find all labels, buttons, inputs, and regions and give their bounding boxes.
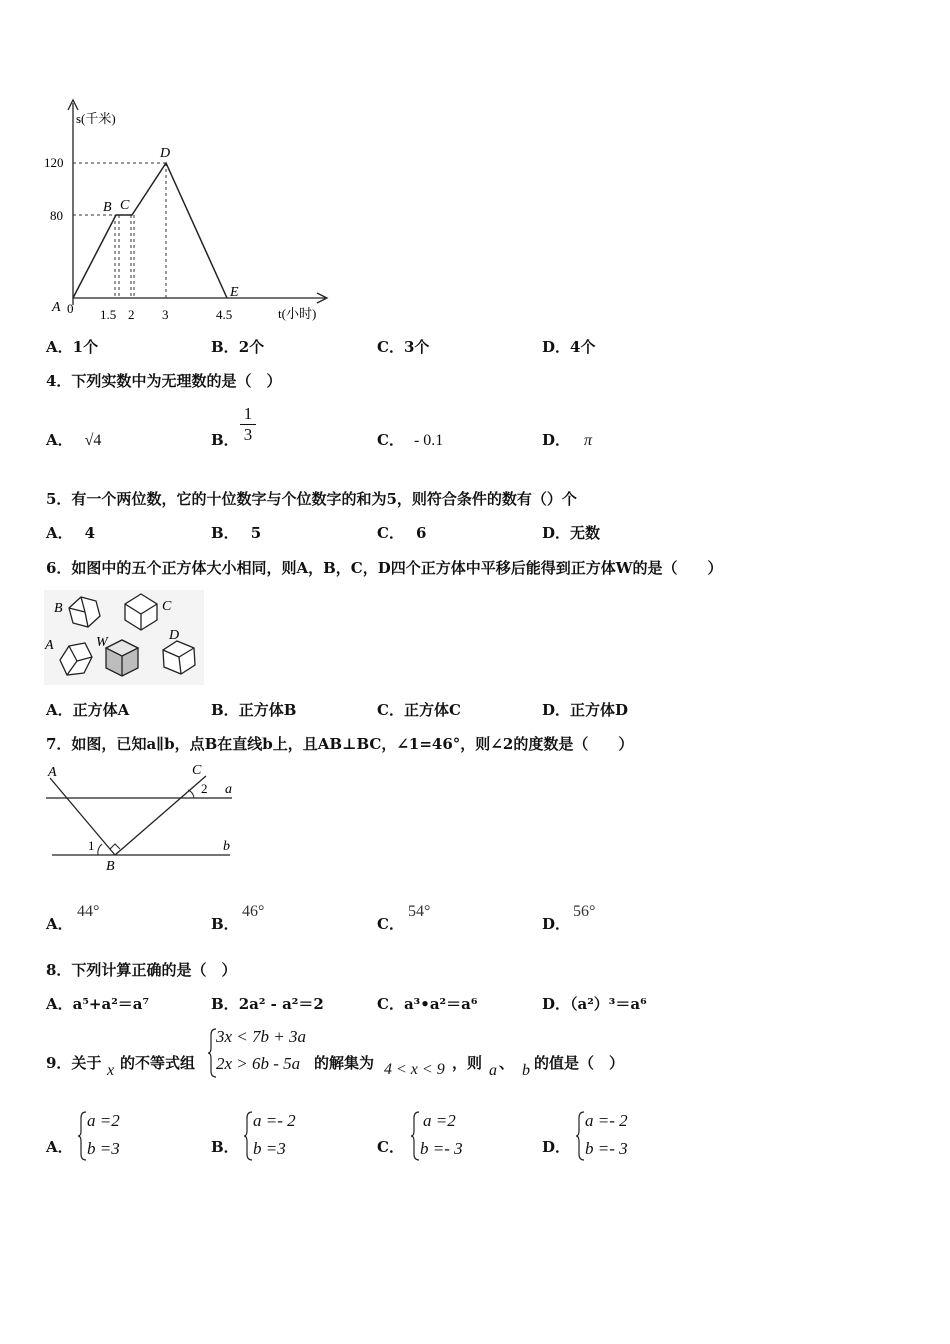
q4-option-a[interactable]: A． √4	[46, 431, 102, 449]
q9-option-c-system: a =2 b =- 3	[411, 1110, 491, 1165]
cubes-figure	[44, 590, 204, 685]
q3-option-a[interactable]: A．1个	[46, 338, 99, 356]
svg-text:D: D	[169, 628, 180, 643]
q6-stem: 6．如图中的五个正方体大小相同，则A，B，C，D四个正方体中平移后能得到正方体W的是（ ）	[46, 559, 723, 577]
angle-1-arc	[98, 844, 102, 855]
q7-option-a[interactable]: A．	[46, 915, 73, 933]
q9-stem-mid3: ，则	[452, 1054, 483, 1072]
svg-text:C: C	[192, 763, 202, 778]
q9-option-a[interactable]: A．	[46, 1138, 73, 1156]
q8-option-a[interactable]: A．a⁵+a²＝a⁷	[46, 995, 150, 1013]
distance-time-graph	[40, 95, 340, 330]
q5-option-a[interactable]: A． 4	[46, 524, 96, 542]
point-B: B	[103, 200, 112, 215]
svg-text:a: a	[225, 782, 232, 797]
q8-option-d[interactable]: D．（a²）³＝a⁶	[542, 995, 647, 1013]
q8-option-b[interactable]: B．2a² - a²＝2	[211, 995, 324, 1013]
q8-stem: 8．下列计算正确的是（ ）	[46, 961, 237, 979]
parallel-lines-figure	[44, 760, 244, 875]
q4-option-c[interactable]: C． - 0.1	[377, 431, 444, 449]
y-axis-label: s(千米)	[76, 111, 116, 126]
q9-option-c[interactable]: C．	[377, 1138, 404, 1156]
q5-option-d[interactable]: D．无数	[542, 524, 601, 542]
q7-option-a-value: 44°	[77, 903, 100, 920]
q9-option-a-system: a =2 b =3	[78, 1110, 158, 1165]
x-tick-4.5: 4.5	[216, 307, 233, 322]
q9-stem-mid: 的不等式组	[120, 1054, 196, 1072]
q3-option-d[interactable]: D．4个	[542, 338, 596, 356]
q9-option-b[interactable]: B．	[211, 1138, 239, 1156]
q5-stem: 5．有一个两位数，它的十位数字与个位数字的和为5，则符合条件的数有（）个	[46, 490, 577, 508]
q9-stem-prefix: 9．关于	[46, 1054, 102, 1072]
right-angle-mark	[110, 844, 120, 849]
point-D: D	[160, 146, 171, 161]
svg-text:B: B	[106, 859, 115, 874]
q9-option-d-system: a =- 2 b =- 3	[576, 1110, 656, 1165]
x-tick-2: 2	[128, 307, 135, 322]
q8-option-c[interactable]: C．a³•a²＝a⁶	[377, 995, 478, 1013]
q9-inequality-system	[208, 1027, 308, 1082]
q9-option-b-system: a =- 2 b =3	[244, 1110, 324, 1165]
cube-W	[106, 640, 138, 676]
svg-text:A: A	[45, 638, 54, 653]
y-tick-120: 120	[44, 155, 64, 170]
q4-option-b-fraction: 1 3	[240, 404, 256, 445]
svg-text:b: b	[223, 839, 230, 854]
q4-option-d[interactable]: D． π	[542, 431, 593, 449]
q9-option-d[interactable]: D．	[542, 1138, 571, 1156]
q7-option-b[interactable]: B．	[211, 915, 239, 933]
q7-stem: 7．如图，已知a∥b，点B在直线b上，且AB⊥BC，∠1=46°，则∠2的度数是（ ）	[46, 735, 634, 753]
q6-option-d[interactable]: D．正方体D	[542, 701, 629, 719]
q9-stem-end: 的值是（ ）	[534, 1054, 625, 1072]
svg-text:C: C	[162, 599, 172, 614]
x-tick-3: 3	[162, 307, 169, 322]
q9-solution: 4 < x < 9	[384, 1061, 445, 1078]
svg-text:2: 2	[201, 781, 208, 796]
q6-option-a[interactable]: A．正方体A	[46, 701, 130, 719]
journey-line	[73, 163, 227, 298]
q7-option-c[interactable]: C．	[377, 915, 404, 933]
q7-option-d[interactable]: D．	[542, 915, 571, 933]
q4-stem: 4．下列实数中为无理数的是（ ）	[46, 372, 282, 390]
q3-option-b[interactable]: B．2个	[211, 338, 265, 356]
q5-option-c[interactable]: C． 6	[377, 524, 427, 542]
point-E: E	[230, 285, 239, 300]
q9-sys-line-1: 3x < 7b + 3a	[216, 1027, 306, 1046]
x-tick-1.5: 1.5	[100, 307, 117, 322]
q5-option-b[interactable]: B． 5	[211, 524, 262, 542]
q9-var-x: x	[107, 1062, 115, 1079]
svg-text:A: A	[48, 765, 57, 780]
svg-text:B: B	[54, 601, 63, 616]
q4-option-b[interactable]: B．	[211, 431, 239, 449]
x-tick-0: 0	[67, 301, 74, 316]
q3-option-c[interactable]: C．3个	[377, 338, 430, 356]
q7-option-d-value: 56°	[573, 903, 596, 920]
q9-var-b: b	[522, 1062, 530, 1079]
q9-sep: 、	[499, 1054, 515, 1072]
svg-text:1: 1	[88, 838, 95, 853]
point-C: C	[120, 198, 130, 213]
q7-option-b-value: 46°	[242, 903, 265, 920]
q9-var-a: a	[489, 1062, 497, 1079]
segment-AB	[50, 778, 115, 855]
q9-sys-line-2: 2x > 6b - 5a	[216, 1054, 301, 1073]
x-axis-label: t(小时)	[278, 306, 317, 321]
q6-option-c[interactable]: C．正方体C	[377, 701, 461, 719]
point-A: A	[52, 300, 61, 315]
q9-stem-mid2: 的解集为	[314, 1054, 375, 1072]
q7-option-c-value: 54°	[408, 903, 431, 920]
y-tick-80: 80	[50, 208, 63, 223]
segment-BC	[115, 776, 206, 855]
svg-text:W: W	[96, 635, 108, 650]
q6-option-b[interactable]: B．正方体B	[211, 701, 297, 719]
